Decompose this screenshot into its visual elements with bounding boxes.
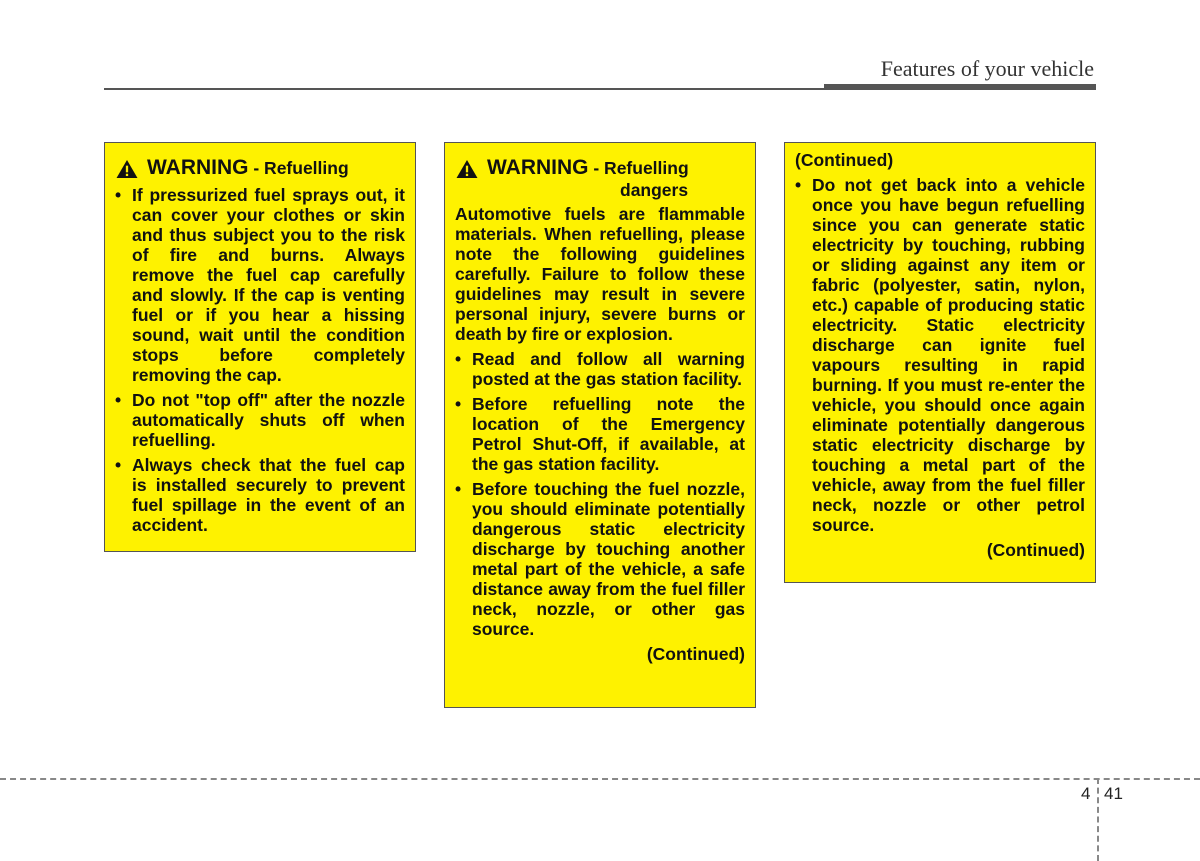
warning-bullet-list — [115, 185, 405, 535]
continued-heading: (Continued) — [795, 150, 894, 170]
list-item: • If pressurized fuel sprays out, it can cover your clothes or skin and thus subject you to the risk of fire and burns. Always remove the fuel cap carefully and slowly. If the cap is venting fuel or if you hear a hissing sound, wait until the condition stops before completely removing the cap. — [115, 185, 405, 385]
list-item: • Before touching the fuel nozzle, you should eliminate potentially dangerous static electricity discharge by touching another metal part of the vehicle, a safe distance away from the fuel filler neck, nozzle, or other gas source. — [455, 479, 745, 639]
list-item: • Do not "top off" after the nozzle automatically shuts off when refuelling. — [115, 390, 405, 450]
warning-bullet-list — [455, 349, 745, 639]
warning-heading — [115, 156, 405, 180]
warning-triangle-icon — [455, 159, 479, 179]
page-number: 41 — [1104, 784, 1123, 803]
warning-subtitle-continued: dangers — [620, 180, 689, 200]
chapter-number: 4 — [1081, 784, 1091, 803]
footer-page-divider — [1097, 778, 1099, 861]
list-item: • Do not get back into a vehicle once you have begun refuelling since you can generate static electricity by touching, rubbing or sliding against any item or fabric (polyester, satin, nylon, etc.) capable of producing static electricity. Static electricity discharge can ignite fuel vapours resulting in rapid burning. If you must re-enter the vehicle, you should once again eliminate potentially dangerous static electricity discharge by touching a metal part of the vehicle, away from the fuel filler neck, nozzle or other petrol source. — [795, 175, 1085, 535]
warning-triangle-icon — [115, 159, 139, 179]
page-section-title: Features of your vehicle — [880, 56, 1094, 81]
list-item: • Always check that the fuel cap is installed securely to prevent fuel spillage in the event of an accident. — [115, 455, 405, 535]
warning-intro-text: Automotive fuels are flammable materials. When refuelling, please note the following guidelines carefully. Failure to follow these guidelines may result in severe personal injury, severe burns or death by fire or explosion. — [455, 204, 745, 344]
warning-box-continued — [784, 142, 1096, 583]
warning-subtitle: - Refuelling — [248, 158, 349, 178]
list-item: • Read and follow all warning posted at the gas station facility. — [455, 349, 745, 389]
warning-box-refuelling-dangers — [444, 142, 756, 708]
warning-label: WARNING — [147, 156, 249, 179]
continued-label: (Continued) — [646, 644, 745, 664]
warning-heading — [455, 156, 745, 180]
warning-box-refuelling — [104, 142, 416, 552]
warning-label: WARNING — [487, 156, 589, 179]
continued-label: (Continued) — [986, 540, 1085, 560]
header-rule — [104, 88, 824, 90]
footer-divider — [0, 778, 1200, 780]
warning-subtitle: - Refuelling — [588, 158, 689, 178]
warning-bullet-list — [795, 175, 1085, 535]
header-rule-accent — [824, 84, 1096, 90]
list-item: • Before refuelling note the location of the Emergency Petrol Shut-Off, if available, at the gas station facility. — [455, 394, 745, 474]
